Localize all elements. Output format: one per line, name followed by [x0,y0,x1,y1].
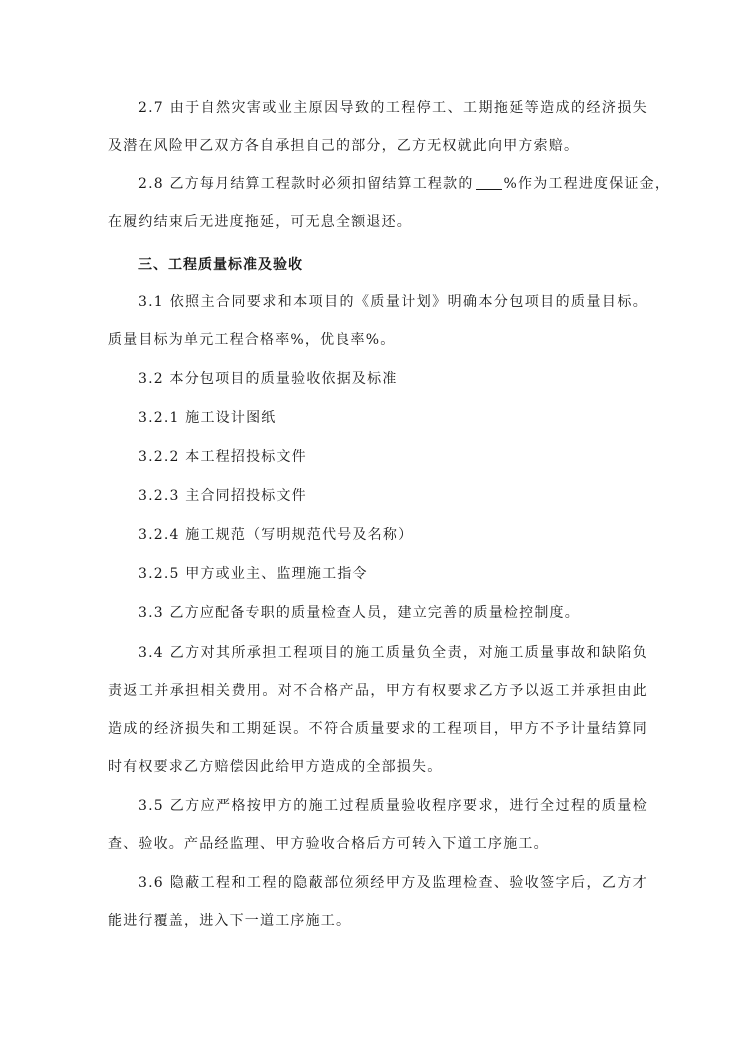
paragraph-2-8-line-2: 在履约结束后无进度拖延，可无息全额退还。 [108,214,412,230]
paragraph-2-8-text-before-blank: 2.8 乙方每月结算工程款时必须扣留结算工程款的 [138,176,474,192]
paragraph-3-3: 3.3 乙方应配备专职的质量检查人员，建立完善的质量检控制度。 [138,605,580,621]
paragraph-3-2: 3.2 本分包项目的质量验收依据及标准 [138,371,398,387]
paragraph-2-7-line-1: 2.7 由于自然灾害或业主原因导致的工程停工、工期拖延等造成的经济损失 [138,100,648,116]
paragraph-3-2-4: 3.2.4 施工规范（写明规范代号及名称） [138,527,414,543]
paragraph-3-2-2: 3.2.2 本工程招投标文件 [138,449,307,465]
paragraph-3-4-line-3: 造成的经济损失和工期延误。不符合质量要求的工程项目，甲方不予计量结算同 [108,721,648,737]
section-heading-quality-standards: 三、工程质量标准及验收 [138,257,303,273]
paragraph-3-2-3: 3.2.3 主合同招投标文件 [138,488,307,504]
paragraph-3-5-line-1: 3.5 乙方应严格按甲方的施工过程质量验收程序要求，进行全过程的质量检 [138,798,648,814]
paragraph-3-6-line-1: 3.6 隐蔽工程和工程的隐蔽部位须经甲方及监理检查、验收签字后，乙方才 [138,875,648,891]
paragraph-3-1-line-2: 质量目标为单元工程合格率%，优良率%。 [108,332,396,348]
paragraph-3-6-line-2: 能进行覆盖，进入下一道工序施工。 [108,913,352,929]
paragraph-3-2-5: 3.2.5 甲方或业主、监理施工指令 [138,566,368,582]
paragraph-3-4-line-4: 时有权要求乙方赔偿因此给甲方造成的全部损失。 [108,759,443,775]
percentage-blank-underline [476,175,502,190]
paragraph-3-5-line-2: 查、验收。产品经监理、甲方验收合格后方可转入下道工序施工。 [108,836,549,852]
paragraph-2-7-line-2: 及潜在风险甲乙双方各自承担自己的部分，乙方无权就此向甲方索赔。 [108,138,580,154]
paragraph-3-1-line-1: 3.1 依照主合同要求和本项目的《质量计划》明确本分包项目的质量目标。 [138,294,648,310]
paragraph-2-8-line-1 [138,174,671,194]
paragraph-3-4-line-2: 责返工并承担相关费用。对不合格产品，甲方有权要求乙方予以返工并承担由此 [108,683,648,699]
paragraph-2-8-text-after-blank: %作为工程进度保证金， [503,176,671,192]
paragraph-3-2-1: 3.2.1 施工设计图纸 [138,410,277,426]
paragraph-3-4-line-1: 3.4 乙方对其所承担工程项目的施工质量负全责，对施工质量事故和缺陷负 [138,645,648,661]
